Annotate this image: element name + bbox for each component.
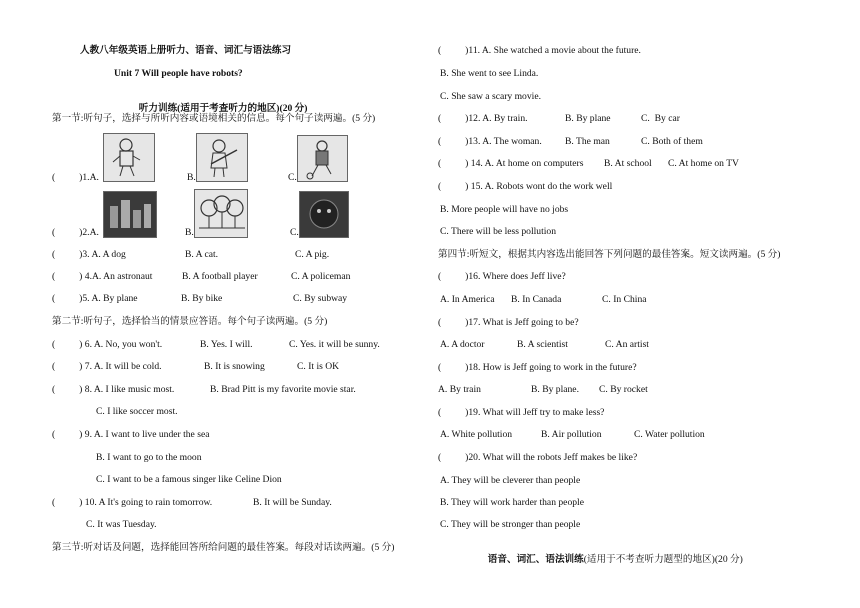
- q11-option-c: C. She saw a scary movie.: [440, 91, 541, 102]
- q1-picture-c: [297, 135, 348, 182]
- q7-option-c: C. It is OK: [297, 361, 340, 372]
- q3-option-c: C. A pig.: [295, 249, 330, 260]
- q14-option-c: C. At home on TV: [668, 158, 739, 169]
- q15-option-b: B. More people will have no jobs: [440, 204, 569, 215]
- trees-sketch-icon: [195, 190, 247, 237]
- q20-question: ( )20. What will the robots Jeff makes be like?: [438, 452, 638, 463]
- q6-option-b: B. Yes. I will.: [200, 339, 253, 350]
- q17-question: ( )17. What is Jeff going to be?: [438, 317, 579, 328]
- animal-sketch-icon: [300, 192, 348, 237]
- q1-picture-b: [196, 133, 248, 182]
- q8-option-b: B. Brad Pitt is my favorite movie star.: [210, 384, 356, 395]
- q2-picture-a: [103, 191, 157, 238]
- q19-question: ( )19. What will Jeff try to make less?: [438, 407, 605, 418]
- q14-option-b: B. At school: [604, 158, 652, 169]
- q1-picture-a: [103, 133, 155, 182]
- part4-instructions: 第四节:听短文，根据其内容选出能回答下列问题的最佳答案。短文读两遍。(5 分): [438, 249, 781, 260]
- q10-question: ( ) 10. A It's going to rain tomorrow.: [52, 497, 213, 508]
- q18-option-b: B. By plane.: [531, 384, 579, 395]
- q16-question: ( )16. Where does Jeff live?: [438, 271, 566, 282]
- q20-option-c: C. They will be stronger than people: [440, 519, 581, 530]
- q15-option-c: C. There will be less pollution: [440, 226, 557, 237]
- q5-option-b: B. By bike: [181, 293, 223, 304]
- q8-option-c: C. I like soccer most.: [96, 406, 178, 417]
- q19-option-b: B. Air pollution: [541, 429, 602, 440]
- q5-option-c: C. By subway: [293, 293, 348, 304]
- q4-question: ( ) 4.A. An astronaut: [52, 271, 153, 282]
- part1-instructions: 第一节:听句子，选择与所听内容或语境相关的信息。每个句子读两遍。(5 分): [52, 113, 376, 124]
- q18-option-c: C. By rocket: [599, 384, 648, 395]
- q18-option-a: A. By train: [438, 384, 481, 395]
- q16-option-c: C. In China: [602, 294, 647, 305]
- q13-option-b: B. The man: [565, 136, 610, 147]
- q17-option-b: B. A scientist: [517, 339, 568, 350]
- q6-option-c: C. Yes. it will be sunny.: [289, 339, 380, 350]
- football-player-sketch-icon: [298, 136, 347, 181]
- q2-option-c: C.: [290, 227, 299, 238]
- q16-option-a: A. In America: [440, 294, 495, 305]
- q2-picture-b: [194, 189, 248, 238]
- q5-question: ( )5. A. By plane: [52, 293, 138, 304]
- q9-option-b: B. I want to go to the moon: [96, 452, 202, 463]
- q16-option-b: B. In Canada: [511, 294, 562, 305]
- q12-option-b: B. By plane: [565, 113, 611, 124]
- listening-section-title: [134, 91, 307, 115]
- q3-question: ( )3. A. A dog: [52, 249, 126, 260]
- q20-option-b: B. They will work harder than people: [440, 497, 584, 508]
- q8-question: ( ) 8. A. I like music most.: [52, 384, 175, 395]
- city-subway-sketch-icon: [104, 192, 156, 237]
- grammar-section-note: (适用于不考查听力题型的地区)(20 分): [583, 554, 743, 565]
- q14-question: ( ) 14. A. At home on computers: [438, 158, 584, 169]
- q12-option-c: C. By car: [641, 113, 680, 124]
- q7-question: ( ) 7. A. It will be cold.: [52, 361, 162, 372]
- q1-option-c: C.: [288, 172, 297, 183]
- q7-option-b: B. It is snowing: [204, 361, 265, 372]
- q2-picture-c: [299, 191, 349, 238]
- q15-question: ( ) 15. A. Robots wont do the work well: [438, 181, 613, 192]
- q10-option-c: C. It was Tuesday.: [86, 519, 157, 530]
- q12-question: ( )12. A. By train.: [438, 113, 528, 124]
- q17-option-c: C. An artist: [605, 339, 649, 350]
- q1-number: ( )1.A.: [52, 172, 99, 183]
- q2-number: ( )2.A.: [52, 227, 99, 238]
- q13-option-c: C. Both of them: [641, 136, 703, 147]
- grammar-section-title: [483, 542, 743, 566]
- part3-instructions: 第三节:听对话及问题，选择能回答所给问题的最佳答案。每段对话读两遍。(5 分): [52, 542, 395, 553]
- q9-question: ( ) 9. A. I want to live under the sea: [52, 429, 210, 440]
- q19-option-c: C. Water pollution: [634, 429, 705, 440]
- q4-option-b: B. A football player: [182, 271, 258, 282]
- q11-option-b: B. She went to see Linda.: [440, 68, 539, 79]
- q18-question: ( )18. How is Jeff going to work in the future?: [438, 362, 637, 373]
- guitar-player-sketch-icon: [197, 134, 247, 181]
- q20-option-a: A. They will be cleverer than people: [440, 475, 581, 486]
- q3-option-b: B. A cat.: [185, 249, 219, 260]
- q1-option-b: B.: [187, 172, 196, 183]
- doc-title: 人教八年级英语上册听力、语音、词汇与语法练习: [80, 45, 292, 56]
- astronaut-sketch-icon: [104, 134, 154, 181]
- q2-option-b: B.: [185, 227, 194, 238]
- q11-question: ( )11. A. She watched a movie about the future.: [438, 45, 641, 56]
- part2-instructions: 第二节:听句子，选择恰当的情景应答语。每个句子读两遍。(5 分): [52, 316, 328, 327]
- q6-question: ( ) 6. A. No, you won't.: [52, 339, 163, 350]
- unit-title: Unit 7 Will people have robots?: [114, 68, 243, 79]
- q4-option-c: C. A policeman: [291, 271, 351, 282]
- grammar-section-label: 语音、词汇、语法训练: [487, 554, 584, 565]
- q13-question: ( )13. A. The woman.: [438, 136, 542, 147]
- q19-option-a: A. White pollution: [440, 429, 513, 440]
- q17-option-a: A. A doctor: [440, 339, 485, 350]
- q10-option-b: B. It will be Sunday.: [253, 497, 332, 508]
- q9-option-c: C. I want to be a famous singer like Celine Dion: [96, 474, 282, 485]
- listening-section-label: 听力训练(适用于考查听力的地区)(20 分): [138, 103, 308, 114]
